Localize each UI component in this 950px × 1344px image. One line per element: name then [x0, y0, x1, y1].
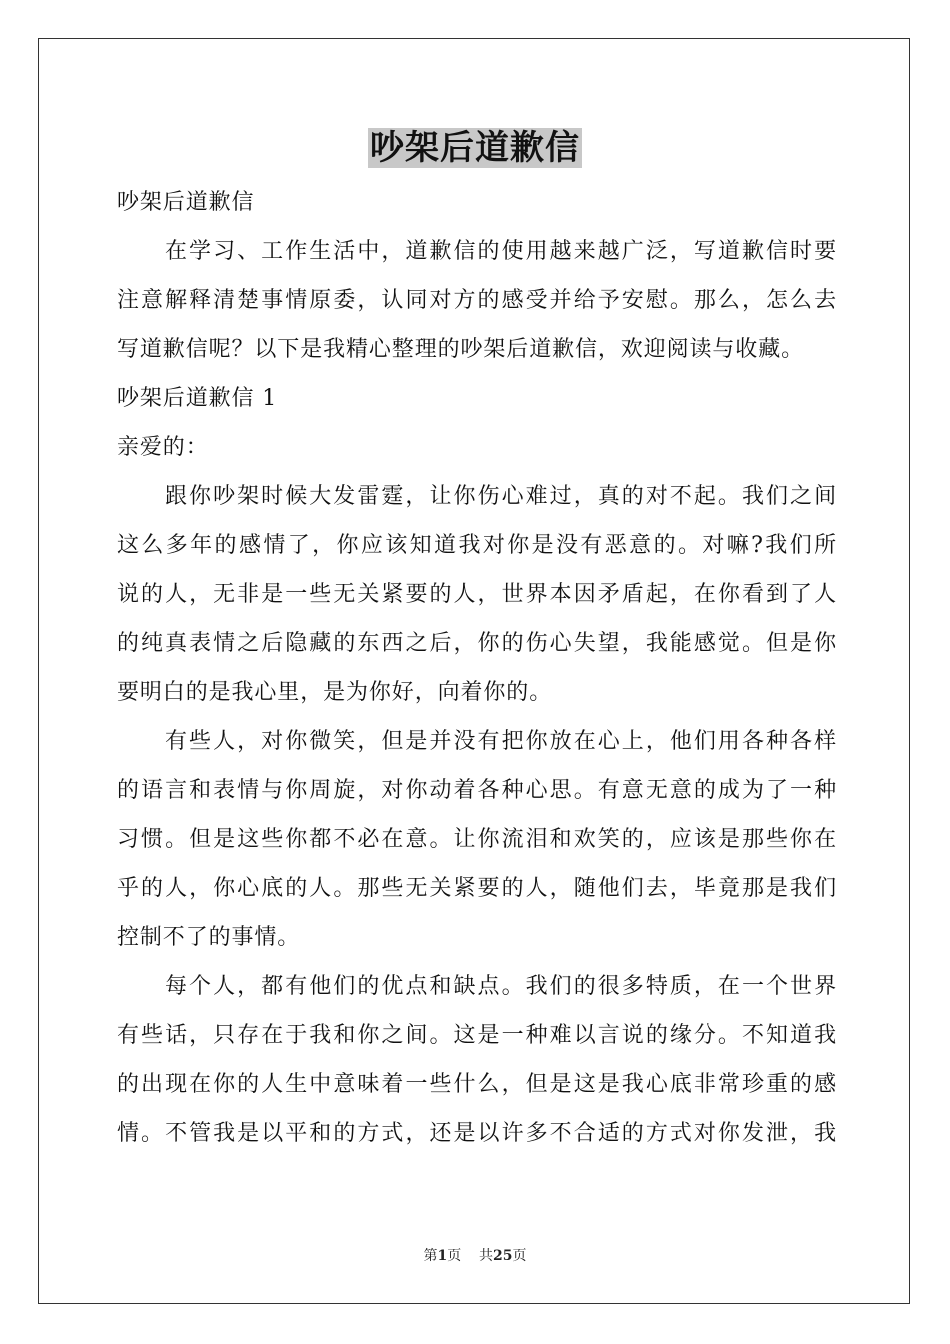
- document-subtitle: 吵架后道歉信: [117, 190, 255, 215]
- document-title: [0, 122, 950, 174]
- paragraph-line: 跟你吵架时候大发雷霆，让你伤心难过，真的对不起。我们之间: [165, 484, 837, 509]
- total-prefix: 共: [479, 1248, 494, 1264]
- intro-line: 注意解释清楚事情原委，认同对方的感受并给予安慰。那么，怎么去: [117, 288, 837, 313]
- paragraph-line: 的纯真表情之后隐藏的东西之后，你的伤心失望，我能感觉。但是你: [117, 631, 837, 656]
- salutation: 亲爱的：: [117, 435, 209, 460]
- page-suffix: 页: [447, 1248, 462, 1264]
- page-number: 1: [437, 1248, 448, 1264]
- document-body: [117, 178, 837, 1158]
- page-footer: [0, 1246, 950, 1266]
- paragraph-line: 控制不了的事情。: [117, 925, 301, 950]
- body-paragraph-1: [117, 472, 837, 717]
- paragraph-line: 有些话，只存在于我和你之间。这是一种难以言说的缘分。不知道我: [117, 1023, 837, 1048]
- total-suffix: 页: [512, 1248, 527, 1264]
- paragraph-line: 要明白的是我心里，是为你好，向着你的。: [117, 680, 553, 705]
- paragraph-line: 的出现在你的人生中意味着一些什么，但是这是我心底非常珍重的感: [117, 1072, 837, 1097]
- paragraph-line: 这么多年的感情了，你应该知道我对你是没有恶意的。对嘛?我们所: [117, 533, 837, 558]
- intro-paragraph: [117, 227, 837, 374]
- paragraph-line: 乎的人，你心底的人。那些无关紧要的人，随他们去，毕竟那是我们: [117, 876, 837, 901]
- total-pages: 25: [493, 1248, 513, 1264]
- paragraph-line: 情。不管我是以平和的方式，还是以许多不合适的方式对你发泄，我: [117, 1121, 837, 1146]
- paragraph-line: 的语言和表情与你周旋，对你动着各种心思。有意无意的成为了一种: [117, 778, 837, 803]
- paragraph-line: 习惯。但是这些你都不必在意。让你流泪和欢笑的，应该是那些你在: [117, 827, 837, 852]
- document-title-text: 吵架后道歉信: [370, 128, 580, 168]
- paragraph-line: 每个人，都有他们的优点和缺点。我们的很多特质，在一个世界: [165, 974, 837, 999]
- paragraph-line: 说的人，无非是一些无关紧要的人，世界本因矛盾起，在你看到了人: [117, 582, 837, 607]
- page-prefix: 第: [423, 1248, 438, 1264]
- intro-line: 在学习、工作生活中，道歉信的使用越来越广泛，写道歉信时要: [165, 239, 837, 264]
- intro-line: 写道歉信呢？以下是我精心整理的吵架后道歉信，欢迎阅读与收藏。: [117, 337, 805, 362]
- section-heading: 吵架后道歉信 1: [117, 386, 278, 411]
- body-paragraph-2: [117, 717, 837, 962]
- body-paragraph-3: [117, 962, 837, 1158]
- paragraph-line: 有些人，对你微笑，但是并没有把你放在心上，他们用各种各样: [165, 729, 837, 754]
